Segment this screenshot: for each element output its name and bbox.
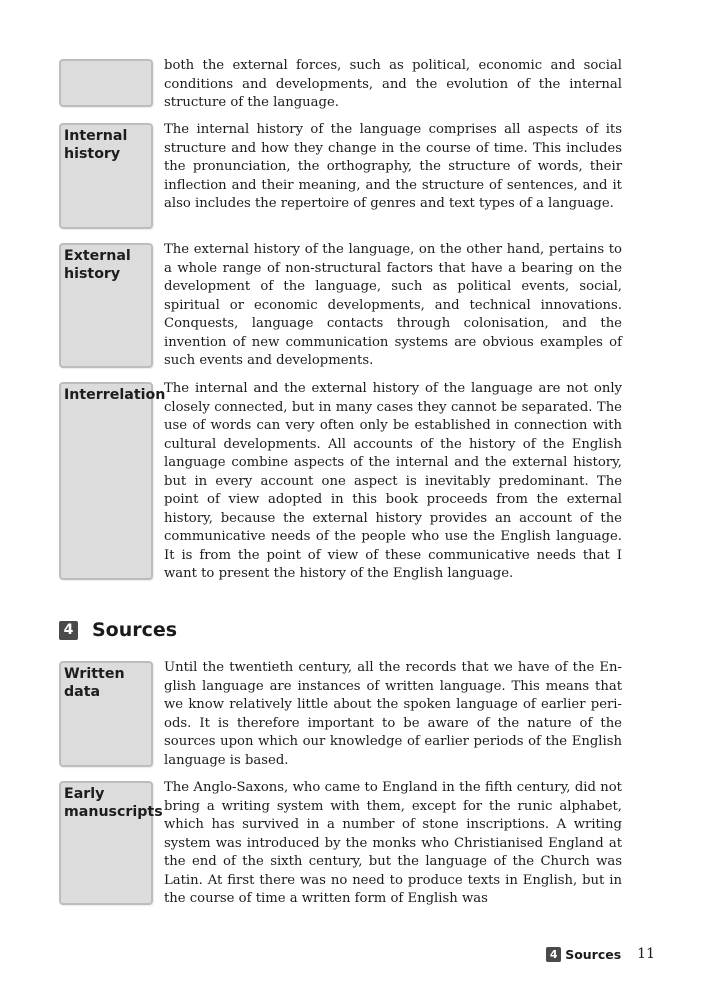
margin-label-external-history: External history [64, 248, 131, 282]
body-paragraph-written-data: Until the twentieth century, all the records that we have of the English language are instances of written language. This means that we know relatively little about the spoken language of earlier periods. It is therefore important to be aware of the nature of the sources upon which our knowledge of earlier periods of the English language is based. [164, 660, 622, 768]
margin-box-interrelation [59, 382, 166, 580]
margin-box-internal-history [59, 123, 153, 229]
margin-box-external-history [59, 243, 153, 368]
margin-box-blank [59, 59, 153, 107]
margin-label-internal-history: Internal history [64, 128, 128, 162]
margin-label-written-data: Written data [64, 666, 125, 700]
footer-section-number-badge: 4 [546, 947, 561, 962]
section-number-badge: 4 [59, 621, 78, 640]
body-paragraph-interrelation: The internal and the external history of the language are not only closely connected, but in many cases they cannot be separated. The use of words can very often only be established in connection with cultural developments. All accounts of the history of the English language combine aspects of the internal and the external history, but in every account one aspect is inevitably predominant. The point of view adopted in this book proceeds from the external history, because the external history provides an account of the communicative needs of the people who use the English language. It is from the point of view of these communicative needs that I want to present the history of the English language. [164, 381, 622, 581]
page-number: 11 [637, 946, 655, 962]
body-paragraph-continuation: both the external forces, such as political, economic and social conditions and developments, and the evolution of the internal structure of the language. [164, 58, 622, 110]
body-paragraph-early-manuscripts: The Anglo-Saxons, who came to England in the fifth century, did not bring a writing system with them, except for the runic alphabet, which has survived in a number of stone inscriptions. A writing system was introduced by the monks who Christianised England at the end of the sixth century, but the language of the Church was Latin. At first there was no need to produce texts in English, but in the course of time a written form of English was [164, 780, 622, 906]
margin-label-interrelation: Interrelation [64, 387, 166, 403]
section-heading [59, 617, 177, 643]
margin-label-early-manuscripts: Early manuscripts [64, 786, 163, 820]
page-footer [546, 946, 655, 962]
body-paragraph-external-history: The external history of the language, on the other hand, pertains to a whole range of non-structural factors that have a bearing on the development of the language, such as political events, social, spiritual or economic developments, and technical innovations. Conquests, language contacts through colonisation, and the invention of new communication systems are obvious examples of such events and developments. [164, 242, 622, 368]
margin-box-written-data [59, 661, 153, 767]
footer-section-title: Sources [565, 946, 622, 962]
margin-box-early-manuscripts [59, 781, 163, 905]
body-paragraph-internal-history: The internal history of the language comprises all aspects of its structure and how they change in the course of time. This includes the pronunciation, the orthography, the structure of words, their inflection and their meaning, and the structure of sentences, and it also includes the repertoire of genres and text types of a language. [164, 122, 622, 211]
section-title: Sources [92, 619, 178, 641]
